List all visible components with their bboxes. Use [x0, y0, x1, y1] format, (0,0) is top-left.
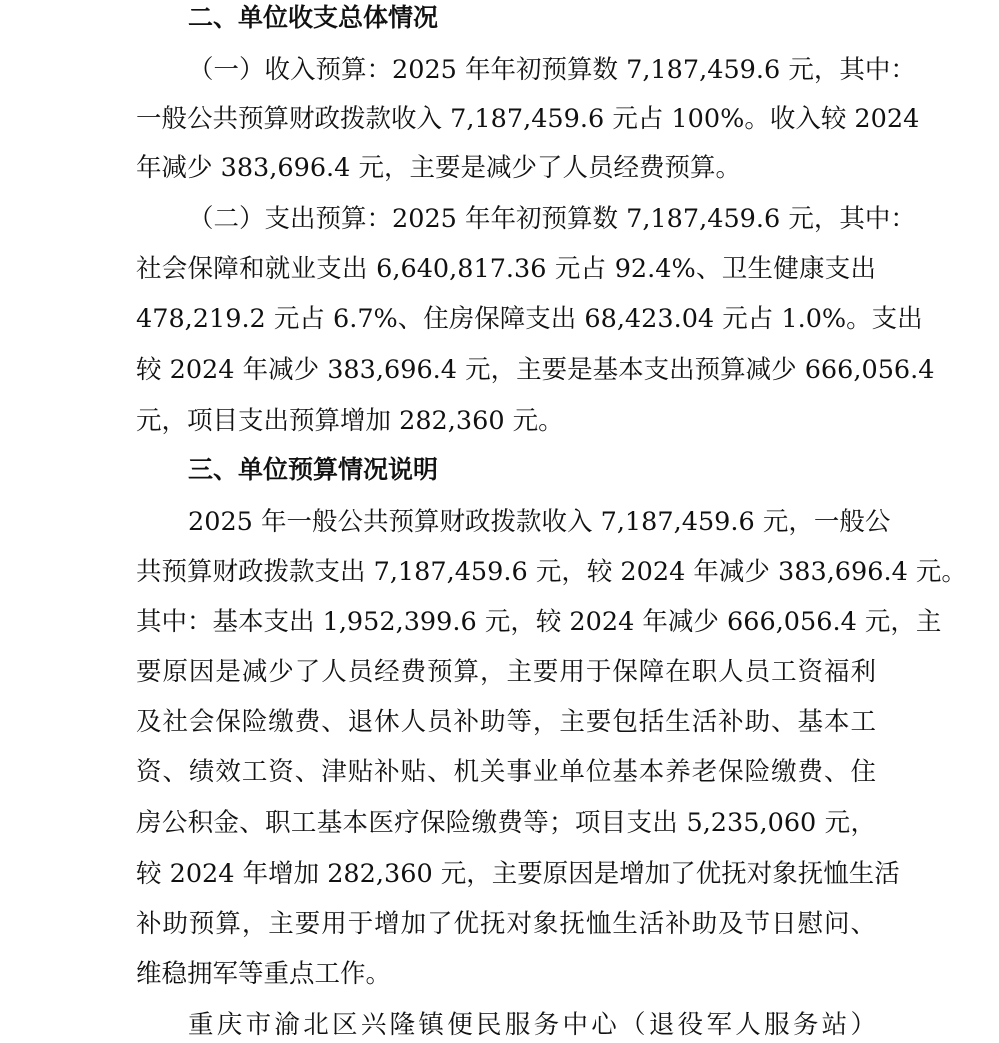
expense-budget-line-4: 较 2024 年减少 383,696.4 元，主要是基本支出预算减少 666,056.4	[136, 355, 935, 385]
explanation-line-1: 2025 年一般公共预算财政拨款收入 7,187,459.6 元，一般公	[188, 507, 891, 537]
expense-budget-line-2: 社会保障和就业支出 6,640,817.36 元占 92.4%、卫生健康支出	[136, 254, 876, 284]
issuing-organization: 重庆市渝北区兴隆镇便民服务中心（退役军人服务站）	[188, 1010, 876, 1040]
explanation-line-10: 维稳拥军等重点工作。	[136, 959, 392, 989]
expense-budget-line-3: 478,219.2 元占 6.7%、住房保障支出 68,423.04 元占 1.0%。支出	[136, 304, 923, 334]
explanation-line-6: 资、绩效工资、津贴补贴、机关事业单位基本养老保险缴费、住	[136, 757, 876, 787]
explanation-line-2: 共预算财政拨款支出 7,187,459.6 元，较 2024 年减少 383,696.4 元。	[136, 557, 967, 587]
income-budget-line-3: 年减少 383,696.4 元，主要是减少了人员经费预算。	[136, 153, 741, 183]
income-budget-line-2: 一般公共预算财政拨款收入 7,187,459.6 元占 100%。收入较 2024	[136, 104, 920, 134]
section-heading-income-expense: 二、单位收支总体情况	[188, 3, 439, 32]
income-budget-line-1: （一）收入预算：2025 年年初预算数 7,187,459.6 元，其中：	[188, 55, 916, 85]
explanation-line-7: 房公积金、职工基本医疗保险缴费等；项目支出 5,235,060 元，	[136, 808, 876, 838]
explanation-line-3: 其中：基本支出 1,952,399.6 元，较 2024 年减少 666,056.4 元，主	[136, 607, 942, 637]
explanation-line-8: 较 2024 年增加 282,360 元，主要原因是增加了优抚对象抚恤生活	[136, 859, 900, 889]
explanation-line-4: 要原因是减少了人员经费预算，主要用于保障在职人员工资福利	[136, 657, 876, 687]
explanation-line-5: 及社会保险缴费、退休人员补助等，主要包括生活补助、基本工	[136, 707, 876, 737]
section-heading-budget-explanation: 三、单位预算情况说明	[188, 455, 439, 484]
expense-budget-line-5: 元，项目支出预算增加 282,360 元。	[136, 406, 564, 436]
expense-budget-line-1: （二）支出预算：2025 年年初预算数 7,187,459.6 元，其中：	[188, 204, 916, 234]
explanation-line-9: 补助预算，主要用于增加了优抚对象抚恤生活补助及节日慰问、	[136, 909, 876, 939]
